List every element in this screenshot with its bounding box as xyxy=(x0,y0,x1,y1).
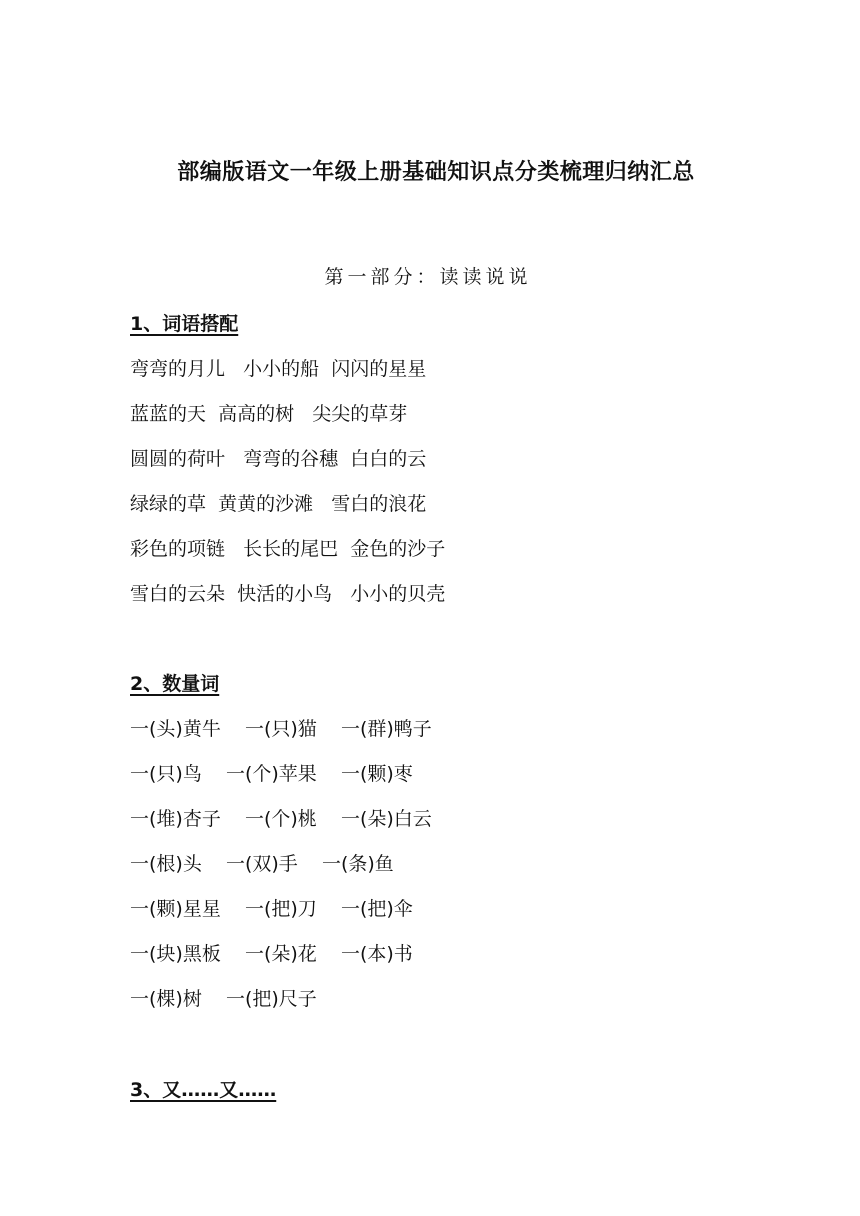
measure-word-line: 一(根)头 一(双)手 一(条)鱼 xyxy=(130,853,394,875)
measure-word-line: 一(只)鸟 一(个)苹果 一(颗)枣 xyxy=(130,763,413,785)
document-title: 部编版语文一年级上册基础知识点分类梳理归纳汇总 xyxy=(177,160,695,185)
word-pairing-line: 圆圆的荷叶 弯弯的谷穗 白白的云 xyxy=(130,448,427,470)
measure-word-line: 一(颗)星星 一(把)刀 一(把)伞 xyxy=(130,898,413,920)
word-pairing-line: 弯弯的月儿 小小的船 闪闪的星星 xyxy=(130,358,427,380)
measure-word-line: 一(棵)树 一(把)尺子 xyxy=(130,988,317,1010)
section-heading-you-you-pattern: 3、又……又…… xyxy=(130,1079,277,1101)
word-pairing-line: 绿绿的草 黄黄的沙滩 雪白的浪花 xyxy=(130,493,427,515)
part-title: 第一部分：读读说说 xyxy=(324,266,532,288)
measure-word-line: 一(块)黑板 一(朵)花 一(本)书 xyxy=(130,943,413,965)
section-heading-word-pairing: 1、词语搭配 xyxy=(130,313,239,335)
measure-word-line: 一(堆)杏子 一(个)桃 一(朵)白云 xyxy=(130,808,432,830)
word-pairing-line: 蓝蓝的天 高高的树 尖尖的草芽 xyxy=(130,403,408,425)
section-heading-measure-words: 2、数量词 xyxy=(130,673,220,695)
measure-word-line: 一(头)黄牛 一(只)猫 一(群)鸭子 xyxy=(130,718,432,740)
word-pairing-line: 彩色的项链 长长的尾巴 金色的沙子 xyxy=(130,538,446,560)
word-pairing-line: 雪白的云朵 快活的小鸟 小小的贝壳 xyxy=(130,583,446,605)
